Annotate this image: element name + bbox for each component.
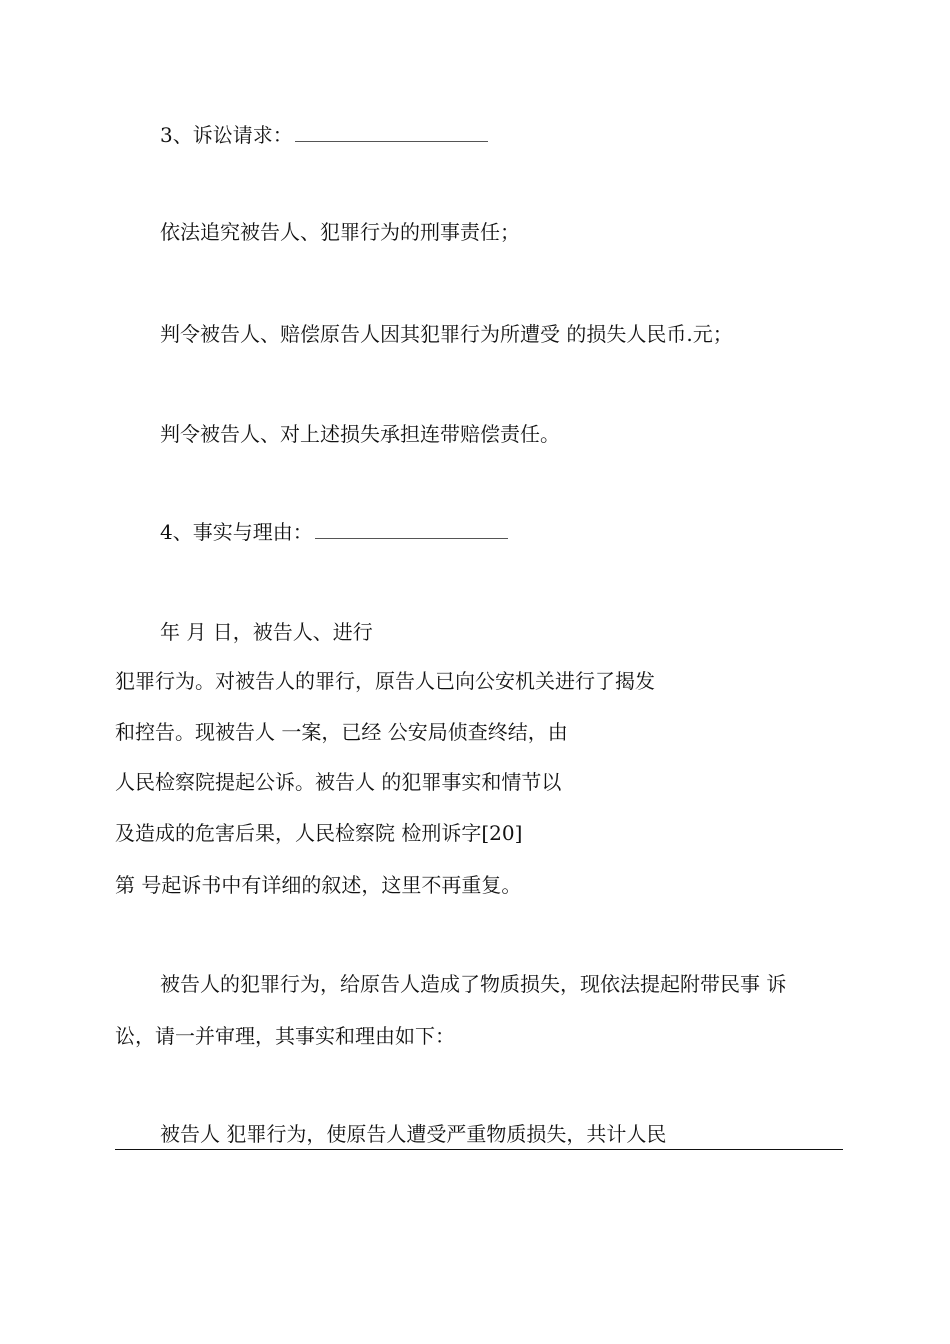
- claim-intro-line-1: 被告人的犯罪行为，给原告人造成了物质损失，现依法提起附带民事 诉: [160, 972, 787, 996]
- loss-line-1: 被告人 犯罪行为，使原告人遭受严重物质损失，共计人民: [160, 1122, 667, 1146]
- bottom-rule: [115, 1149, 843, 1150]
- claim-item-2: 判令被告人、赔偿原告人因其犯罪行为所遭受 的损失人民币.元；: [160, 322, 733, 346]
- section4-fill-blank: [315, 522, 508, 539]
- section4-heading: 4、事实与理由：: [160, 520, 313, 544]
- facts-line-4: 人民检察院提起公诉。被告人 的犯罪事实和情节以: [115, 770, 562, 794]
- facts-line-3: 和控告。现被告人 一案，已经 公安局侦查终结，由: [115, 720, 568, 744]
- section3-heading-line: [160, 123, 488, 147]
- facts-line-6: 第 号起诉书中有详细的叙述，这里不再重复。: [115, 873, 522, 897]
- claim-item-1: 依法追究被告人、犯罪行为的刑事责任；: [160, 220, 520, 244]
- claim-item-3: 判令被告人、对上述损失承担连带赔偿责任。: [160, 422, 560, 446]
- claim-intro-line-2: 讼，请一并审理，其事实和理由如下：: [115, 1024, 455, 1048]
- section3-fill-blank: [295, 125, 488, 142]
- facts-line-5: 及造成的危害后果，人民检察院 检刑诉字[20]: [115, 821, 523, 845]
- section3-heading: 3、诉讼请求：: [160, 123, 293, 147]
- section4-heading-line: [160, 520, 508, 544]
- facts-line-1: 年 月 日，被告人、进行: [160, 620, 373, 644]
- facts-line-2: 犯罪行为。对被告人的罪行，原告人已向公安机关进行了揭发: [115, 669, 655, 693]
